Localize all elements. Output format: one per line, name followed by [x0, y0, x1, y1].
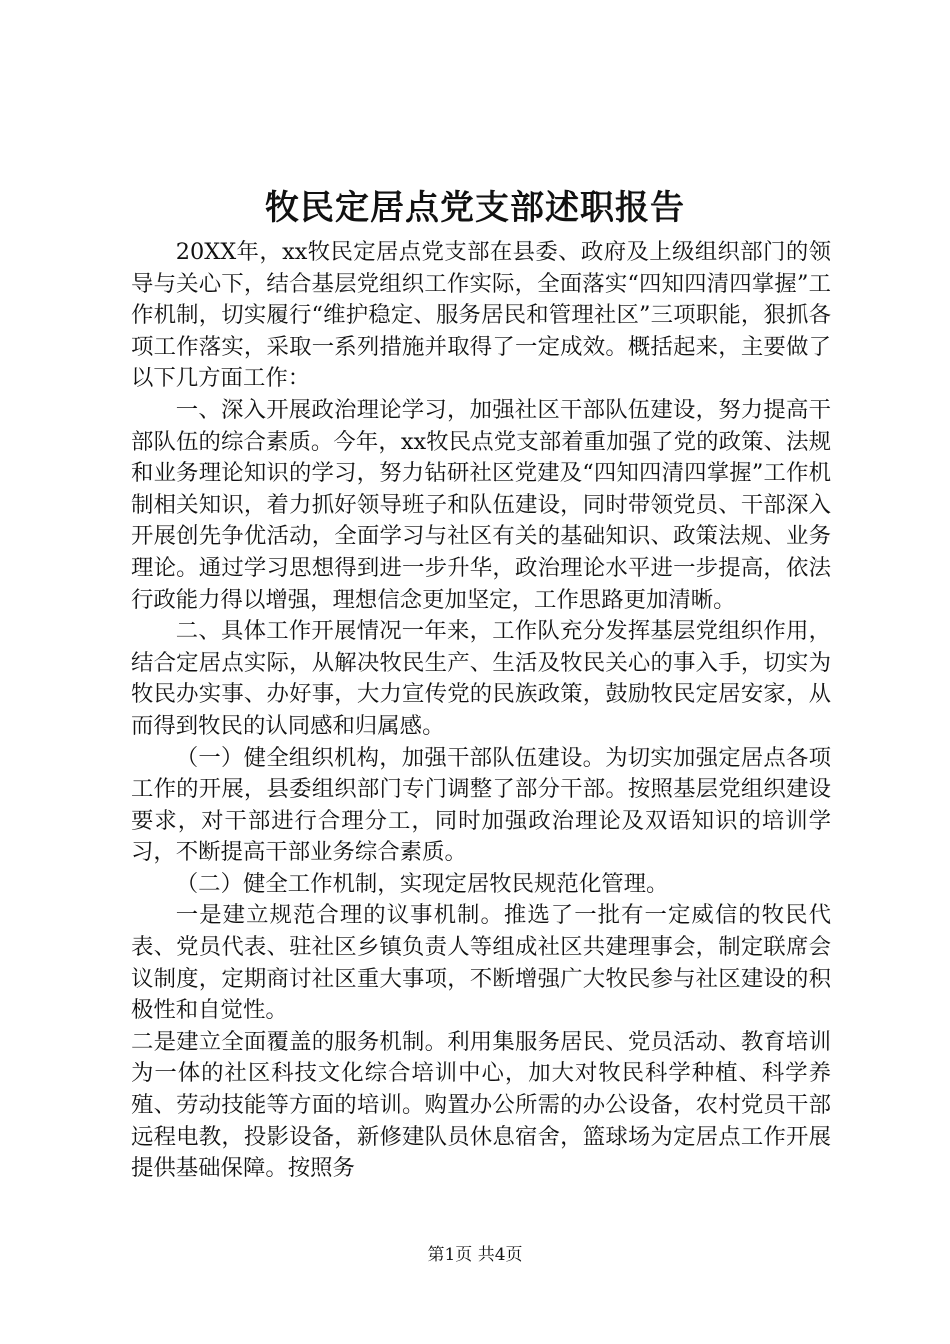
page-footer: 第1页 共4页: [427, 1245, 523, 1265]
paragraph-subsection-1: （一）健全组织机构，加强干部队伍建设。为切实加强定居点各项工作的开展，县委组织部门专门调整了部分干部。按照基层党组织建设要求，对干部进行合理分工，同时加强政治理论及双语知识的培训学习，不断提高干部业务综合素质。: [131, 744, 831, 866]
paragraph-mechanism-2: 二是建立全面覆盖的服务机制。利用集服务居民、党员活动、教育培训为一体的社区科技文化综合培训中心，加大对牧民科学种植、科学养殖、劳动技能等方面的培训。购置办公所需的办公设备，农村党员干部远程电教，投影设备，新修建队员休息宿舍，篮球场为定居点工作开展提供基础保障。按照务: [131, 1028, 831, 1182]
paragraph-section-1: 一、深入开展政治理论学习，加强社区干部队伍建设，努力提高干部队伍的综合素质。今年，xx牧民点党支部着重加强了党的政策、法规和业务理论知识的学习，努力钻研社区党建及“四知四清四掌握”工作机制相关知识，着力抓好领导班子和队伍建设，同时带领党员、干部深入开展创先争优活动，全面学习与社区有关的基础知识、政策法规、业务理论。通过学习思想得到进一步升华，政治理论水平进一步提高，依法行政能力得以增强，理想信念更加坚定，工作思路更加清晰。: [131, 396, 831, 613]
paragraph-mechanism-1: 一是建立规范合理的议事机制。推选了一批有一定威信的牧民代表、党员代表、驻社区乡镇负责人等组成社区共建理事会，制定联席会议制度，定期商讨社区重大事项，不断增强广大牧民参与社区建设的积极性和自觉性。: [131, 902, 831, 1024]
paragraph-subsection-2: （二）健全工作机制，实现定居牧民规范化管理。: [175, 870, 669, 897]
paragraph-section-2: 二、具体工作开展情况一年来，工作队充分发挥基层党组织作用，结合定居点实际，从解决牧民生产、生活及牧民关心的事入手，切实为牧民办实事、办好事，大力宣传党的民族政策，鼓励牧民定居安家，从而得到牧民的认同感和归属感。: [131, 618, 831, 739]
document-title: 牧民定居点党支部述职报告: [265, 188, 685, 228]
document-body: [131, 237, 831, 1185]
paragraph-intro: 20XX年，xx牧民定居点党支部在县委、政府及上级组织部门的领导与关心下，结合基层党组织工作实际，全面落实“四知四清四掌握”工作机制，切实履行“维护稳定、服务居民和管理社区”三项职能，狠抓各项工作落实，采取一系列措施并取得了一定成效。概括起来，主要做了以下几方面工作：: [131, 239, 831, 392]
